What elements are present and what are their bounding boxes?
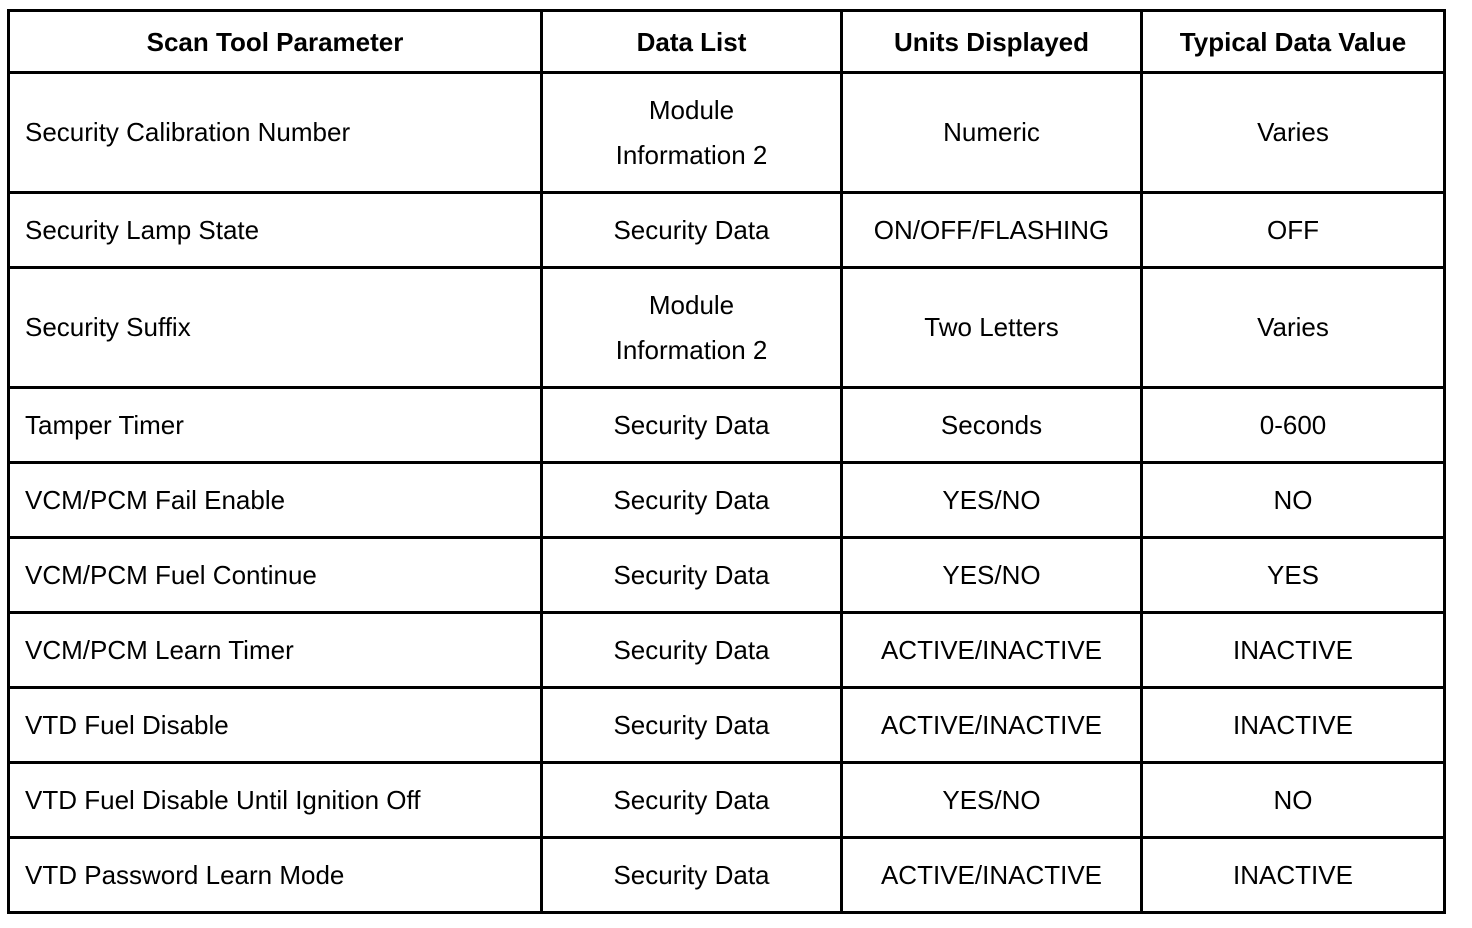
table-row	[9, 763, 1445, 838]
units-cell: Numeric	[842, 73, 1142, 193]
data-list-text: Module Information 2	[615, 289, 768, 365]
data-list-cell: Security Data	[542, 463, 842, 538]
header-units-displayed: Units Displayed	[842, 11, 1142, 73]
table-row	[9, 193, 1445, 268]
scan-tool-parameter-table	[7, 9, 1446, 914]
parameter-cell: VTD Password Learn Mode	[9, 838, 542, 913]
table-row	[9, 73, 1445, 193]
typical-value-cell: NO	[1142, 463, 1445, 538]
units-cell: ACTIVE/INACTIVE	[842, 688, 1142, 763]
table-row	[9, 268, 1445, 388]
typical-value-cell: YES	[1142, 538, 1445, 613]
units-cell: YES/NO	[842, 763, 1142, 838]
data-list-cell	[542, 73, 842, 193]
parameter-cell: VTD Fuel Disable	[9, 688, 542, 763]
typical-value-cell: INACTIVE	[1142, 838, 1445, 913]
table-row	[9, 538, 1445, 613]
units-cell: Seconds	[842, 388, 1142, 463]
parameter-cell: VCM/PCM Fail Enable	[9, 463, 542, 538]
typical-value-cell: NO	[1142, 763, 1445, 838]
data-list-cell	[542, 268, 842, 388]
scan-tool-table-container	[7, 9, 1443, 914]
parameter-cell: Security Calibration Number	[9, 73, 542, 193]
parameter-cell: Security Lamp State	[9, 193, 542, 268]
data-list-cell: Security Data	[542, 193, 842, 268]
parameter-cell: VCM/PCM Learn Timer	[9, 613, 542, 688]
typical-value-cell: Varies	[1142, 268, 1445, 388]
units-cell: ON/OFF/FLASHING	[842, 193, 1142, 268]
parameter-cell: VTD Fuel Disable Until Ignition Off	[9, 763, 542, 838]
data-list-cell: Security Data	[542, 388, 842, 463]
parameter-cell: Security Suffix	[9, 268, 542, 388]
table-row	[9, 613, 1445, 688]
data-list-cell: Security Data	[542, 838, 842, 913]
typical-value-cell: Varies	[1142, 73, 1445, 193]
table-row	[9, 838, 1445, 913]
data-list-cell: Security Data	[542, 688, 842, 763]
header-data-list: Data List	[542, 11, 842, 73]
table-row	[9, 463, 1445, 538]
data-list-cell: Security Data	[542, 538, 842, 613]
units-cell: YES/NO	[842, 538, 1142, 613]
units-cell: ACTIVE/INACTIVE	[842, 838, 1142, 913]
table-row	[9, 388, 1445, 463]
units-cell: ACTIVE/INACTIVE	[842, 613, 1142, 688]
table-header-row	[9, 11, 1445, 73]
data-list-text: Module Information 2	[615, 94, 768, 170]
typical-value-cell: 0-600	[1142, 388, 1445, 463]
parameter-cell: VCM/PCM Fuel Continue	[9, 538, 542, 613]
units-cell: YES/NO	[842, 463, 1142, 538]
data-list-cell: Security Data	[542, 763, 842, 838]
header-typical-data-value: Typical Data Value	[1142, 11, 1445, 73]
typical-value-cell: OFF	[1142, 193, 1445, 268]
data-list-cell: Security Data	[542, 613, 842, 688]
units-cell: Two Letters	[842, 268, 1142, 388]
parameter-cell: Tamper Timer	[9, 388, 542, 463]
typical-value-cell: INACTIVE	[1142, 688, 1445, 763]
typical-value-cell: INACTIVE	[1142, 613, 1445, 688]
table-row	[9, 688, 1445, 763]
header-scan-tool-parameter: Scan Tool Parameter	[9, 11, 542, 73]
